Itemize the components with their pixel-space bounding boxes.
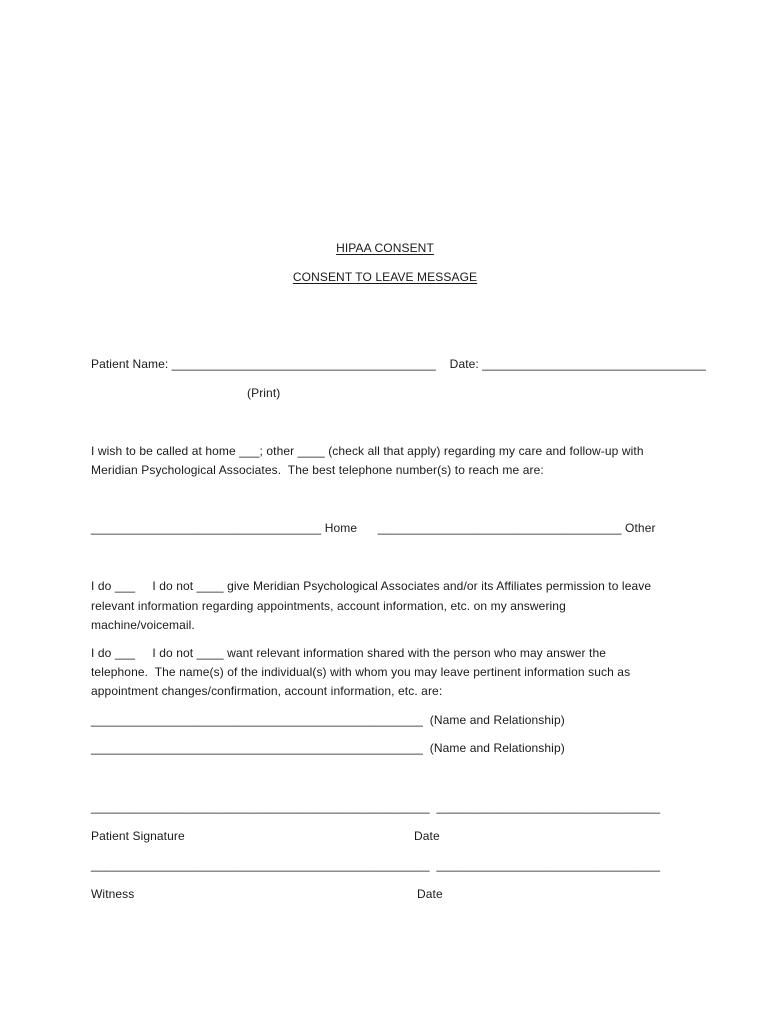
document-subtitle: CONSENT TO LEAVE MESSAGE [292,270,478,284]
shared-info-line-2: telephone. The name(s) of the individual(s) with whom you may leave pertinent information such as [91,665,631,679]
call-preference-line-2: Meridian Psychological Associates. The best telephone number(s) to reach me are: [91,463,544,477]
voicemail-permission-line-3: machine/voicemail. [91,618,195,632]
phone-numbers-line: __________________________________ Home ____________________________________ Other [91,521,656,535]
witness-signature-line: __________________________________________________ _________________________________ [91,858,661,872]
patient-name-date-line: Patient Name: _______________________________________ Date: _________________________________ [91,357,706,371]
voicemail-permission-line-1: I do ___ I do not ____ give Meridian Psychological Associates and/or its Affiliates permission to leave [91,579,652,593]
patient-signature-label: Patient Signature [91,829,185,843]
call-preference-line-1: I wish to be called at home ___; other ____ (check all that apply) regarding my care and follow-up with [91,444,644,458]
witness-label: Witness [91,887,135,901]
patient-date-label: Date [414,829,440,843]
shared-info-line-1: I do ___ I do not ____ want relevant information shared with the person who may answer the [91,646,607,660]
shared-info-line-3: appointment changes/confirmation, account information, etc. are: [91,684,443,698]
contact-line-2: _________________________________________________ (Name and Relationship) [91,741,565,755]
contact-line-1: _________________________________________________ (Name and Relationship) [91,713,565,727]
voicemail-permission-line-2: relevant information regarding appointments, account information, etc. on my answering [91,599,566,613]
document-title: HIPAA CONSENT [336,241,434,255]
patient-signature-line: __________________________________________________ _________________________________ [91,800,661,814]
witness-date-label: Date [417,887,443,901]
print-note: (Print) [247,386,281,400]
